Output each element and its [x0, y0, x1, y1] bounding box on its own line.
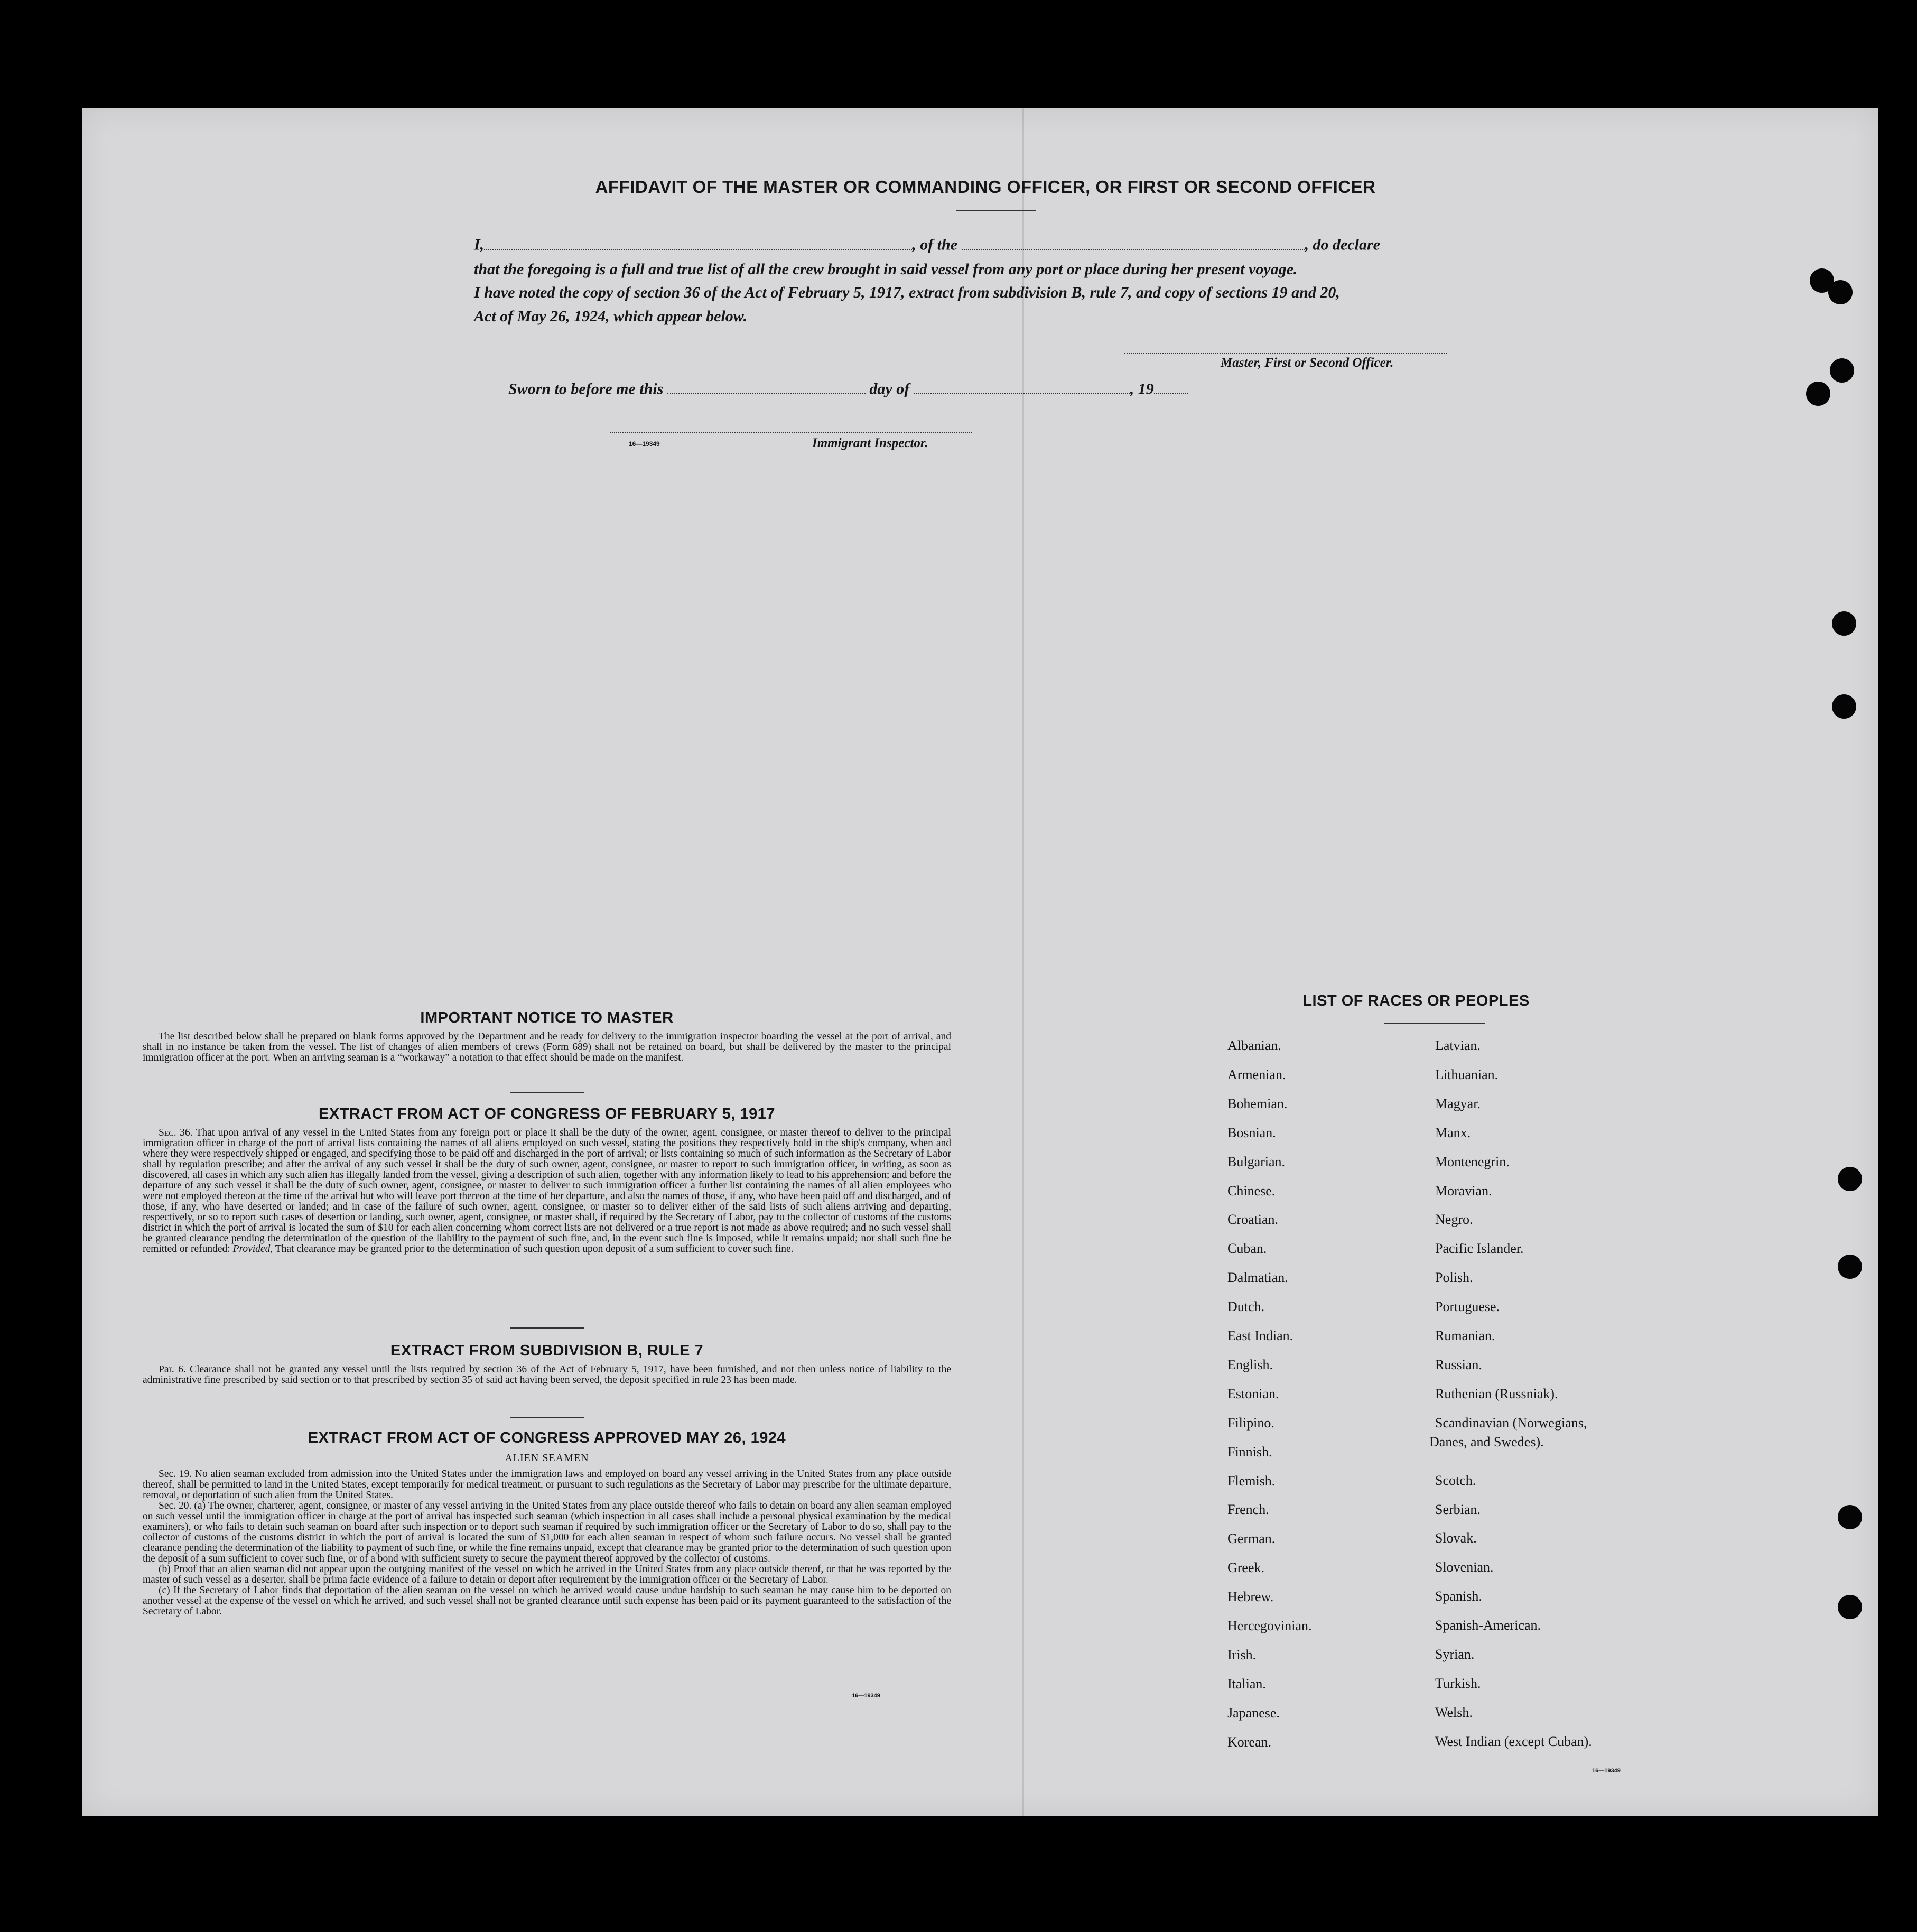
- race-item: Turkish.: [1435, 1675, 1481, 1691]
- extract-1924-title: EXTRACT FROM ACT OF CONGRESS APPROVED MAY 26, 1924: [308, 1429, 786, 1446]
- sec-20a-paragraph: Sec. 20. (a) The owner, charterer, agent, consignee, or master of any vessel arriving in the United States from any place outside thereof who fails to detain on board any alien seaman employed on such vessel until the immigration officer in charge at the port of arrival has inspected such seaman (which inspection in all cases shall include a personal physical examination by the medical examiners), or who fails to detain such seaman on board after such inspection or to deport such seaman if required by such immigration officer or the Secretary of Labor to do so, shall pay to the collector of customs of the customs district in which the port of arrival is located the sum of $1,000 for each alien seaman in respect of whom such failure occurs. No vessel shall be granted clearance pending the determination of the liability to payment of such fine, or while the fine remains unpaid, except that clearance may be granted prior to the determination of such question upon the deposit of a sum sufficient to cover such fine, or of a bond with sufficient surety to secure the payment thereof approved by the collector of customs.: [143, 1500, 951, 1564]
- race-item: Albanian.: [1227, 1038, 1281, 1053]
- day-of-label: day of: [869, 380, 910, 398]
- sec-20b-paragraph: (b) Proof that an alien seaman did not appear upon the outgoing manifest of the vessel on which he arrived in the United States from any place outside thereof, or that he was reported by the master of such vessel as a deserter, shall be prima facie evidence of a failure to detain or deport after requirement by the immigration officer or the Secretary of Labor.: [143, 1564, 951, 1585]
- race-item: Finnish.: [1227, 1444, 1272, 1460]
- race-item: Filipino.: [1227, 1415, 1274, 1431]
- race-item: English.: [1227, 1357, 1273, 1372]
- punch-hole: [1832, 611, 1856, 636]
- sec-36-body: That upon arrival of any vessel in the United States from any foreign port or place it shall be the duty of the owner, agent, consignee, or master thereof to deliver to the principal immigration officer in charge of the port of arrival lists containing the names of all aliens employed on such vessel, stating the positions they respectively hold in the ship's company, when and where they were respectively shipped or engaged, and specifying those to be paid off and discharged in the port of arrival; or lists containing so much of such information as the Secretary of Labor shall by regulation prescribe; and after the arrival of any such vessel it shall be the duty of such owner, agent, consignee, or master to report to such immigration officer, in writing, as soon as discovered, all cases in which any such alien has illegally landed from the vessel, giving a description of such alien, together with any information likely to lead to his apprehension; and before the departure of any such vessel it shall be the duty of such owner, agent, consignee, or master to deliver to such immigration officer a further list containing the names of all alien employees who were not employed thereon at the time of the arrival but who will leave port thereon at the time of her departure, and also the names of those, if any, who have been paid off and discharged, and of those, if any, who have deserted or landed; and in case of the failure of such owner, agent, consignee, or master so to deliver either of the said lists of such aliens arriving and departing, respectively, or so to report such cases of desertion or landing, such owner, agent, consignee, or master shall, if required by the Secretary of Labor, pay to the collector of customs of the customs district in which the port of arrival is located the sum of $10 for each alien concerning whom correct lists are not delivered or a true report is not made as above required; and no such vessel shall be granted clearance pending the determination of the question of the liability to the payment of such fine, and, in the event such fine is imposed, while it remains unpaid; nor shall such fine be remitted or refunded:: [143, 1127, 951, 1255]
- inspector-signature-line[interactable]: [610, 432, 972, 433]
- race-item: Syrian.: [1435, 1647, 1475, 1662]
- notice-paragraph: The list described below shall be prepared on blank forms approved by the Department and be ready for delivery to the immigration inspector boarding the vessel at the port of arrival, and shall in no instance be taken from the vessel. The list of changes of alien members of crews (Form 689) shall not be retained on board, but shall be delivered by the master to the principal immigration officer at the port. When an arriving seaman is a “workaway” a notation to that effect should be made on the manifest.: [143, 1031, 951, 1063]
- master-signature-line[interactable]: [1124, 353, 1447, 354]
- race-item: Latvian.: [1435, 1038, 1481, 1053]
- race-item: Chinese.: [1227, 1183, 1276, 1199]
- race-item: Hebrew.: [1227, 1589, 1274, 1605]
- race-item: East Indian.: [1227, 1328, 1293, 1343]
- sec-20c-paragraph: (c) If the Secretary of Labor finds that deportation of the alien seaman on the vessel on which he arrived would cause undue hardship to such seaman he may cause him to be deported on another vessel at the expense of the vessel on which he arrived, and such vessel shall not be granted clearance until such expense has been paid or its payment guaranteed to the satisfaction of the Secretary of Labor.: [143, 1585, 951, 1617]
- extract-1917-text: [143, 1128, 951, 1255]
- affidavit-line-1: [474, 235, 1467, 254]
- race-item: Slovenian.: [1435, 1559, 1494, 1575]
- race-item: Danes, and Swedes).: [1429, 1434, 1544, 1450]
- notice-title: IMPORTANT NOTICE TO MASTER: [420, 1009, 674, 1026]
- alien-seamen-subtitle: ALIEN SEAMEN: [505, 1452, 589, 1464]
- race-item: Scotch.: [1435, 1472, 1476, 1488]
- race-item: Flemish.: [1227, 1473, 1276, 1489]
- races-form-number: 16—19349: [1592, 1768, 1621, 1774]
- affidavit-line-2: that the foregoing is a full and true list of all the crew brought in said vessel from any port or place during her present voyage.: [474, 261, 1298, 278]
- provided-label: Provided,: [232, 1243, 273, 1255]
- race-item: Welsh.: [1435, 1704, 1473, 1720]
- race-item: Serbian.: [1435, 1501, 1481, 1517]
- form-number: 16—19349: [852, 1693, 880, 1699]
- do-declare-label: , do declare: [1305, 236, 1380, 254]
- race-item: Negro.: [1435, 1212, 1473, 1228]
- race-item: Cuban.: [1227, 1241, 1267, 1257]
- race-item: Scandinavian (Norwegians,: [1435, 1415, 1587, 1431]
- affidavit-title: AFFIDAVIT OF THE MASTER OR COMMANDING OFFICER, OR FIRST OR SECOND OFFICER: [595, 177, 1376, 197]
- page-fold: [1022, 108, 1024, 1816]
- races-title: LIST OF RACES OR PEOPLES: [1302, 992, 1530, 1009]
- race-item: Hercegovinian.: [1227, 1618, 1312, 1633]
- extract-rule7-text: [143, 1364, 951, 1386]
- sworn-month-field[interactable]: [914, 379, 1130, 394]
- extract-1924-text: [143, 1469, 951, 1617]
- i-label: I,: [474, 236, 485, 254]
- punch-hole: [1838, 1255, 1862, 1279]
- race-item: West Indian (except Cuban).: [1435, 1733, 1592, 1749]
- sec-36-paragraph: [143, 1128, 951, 1255]
- race-item: Bulgarian.: [1227, 1154, 1286, 1169]
- year-label: , 19: [1130, 380, 1154, 398]
- punch-hole: [1832, 694, 1856, 719]
- title-rule: [956, 210, 1036, 211]
- affidavit-line-3: I have noted the copy of section 36 of the Act of February 5, 1917, extract from subdivision B, rule 7, and copy of sections 19 and 20,: [474, 284, 1340, 301]
- race-item: German.: [1227, 1531, 1276, 1547]
- race-item: Manx.: [1435, 1125, 1471, 1140]
- race-item: Magyar.: [1435, 1095, 1481, 1111]
- affidavit-line-4: Act of May 26, 1924, which appear below.: [474, 308, 748, 325]
- race-item: Japanese.: [1227, 1705, 1280, 1721]
- vessel-field[interactable]: [962, 235, 1305, 250]
- race-item: Bosnian.: [1227, 1125, 1276, 1140]
- section-rule: [510, 1092, 584, 1093]
- punch-hole: [1830, 358, 1854, 383]
- race-item: Irish.: [1227, 1647, 1257, 1662]
- race-item: Korean.: [1227, 1734, 1272, 1750]
- sworn-day-field[interactable]: [667, 379, 866, 394]
- race-item: Russian.: [1435, 1357, 1482, 1372]
- punch-hole: [1838, 1167, 1862, 1191]
- sworn-year-field[interactable]: [1154, 379, 1188, 394]
- race-item: Bohemian.: [1227, 1095, 1288, 1111]
- punch-hole: [1838, 1505, 1862, 1529]
- extract-1917-title: EXTRACT FROM ACT OF CONGRESS OF FEBRUARY 5, 1917: [318, 1106, 776, 1122]
- sworn-label: Sworn to before me this: [508, 380, 664, 398]
- par-6-paragraph: Par. 6. Clearance shall not be granted any vessel until the lists required by section 36 of the Act of February 5, 1917, have been furnished, and not then unless notice of liability to the administrative fine prescribed by said section or to that prescribed by section 35 of said act having been served, the deposit specified in rule 23 has been made.: [143, 1364, 951, 1386]
- sec-19-paragraph: Sec. 19. No alien seaman excluded from admission into the United States under the immigration laws and employed on board any vessel arriving in the United States from any place outside thereof, shall be permitted to land in the United States, except temporarily for medical treatment, or pursuant to such regulations as the Secretary of Labor may prescribe for the ultimate departure, removal, or deportation of such alien from the United States.: [143, 1469, 951, 1501]
- notice-text: [143, 1032, 951, 1063]
- sworn-line: [508, 379, 1248, 398]
- punch-hole: [1806, 382, 1830, 406]
- race-item: Estonian.: [1227, 1386, 1279, 1401]
- race-item: Polish.: [1435, 1270, 1473, 1286]
- race-item: Spanish.: [1435, 1589, 1482, 1604]
- sec-36-end: That clearance may be granted prior to the determination of such question upon deposit of a sum sufficient to cover such fine.: [275, 1243, 794, 1255]
- race-item: Spanish-American.: [1435, 1618, 1541, 1633]
- race-item: Rumanian.: [1435, 1328, 1495, 1343]
- race-item: Dutch.: [1227, 1299, 1265, 1315]
- master-signature-label: Master, First or Second Officer.: [1221, 356, 1394, 370]
- race-item: Portuguese.: [1435, 1299, 1500, 1315]
- race-item: Slovak.: [1435, 1530, 1477, 1546]
- punch-hole: [1838, 1595, 1862, 1619]
- sec-36-label: Sec. 36.: [159, 1127, 193, 1138]
- race-item: Croatian.: [1227, 1212, 1279, 1228]
- section-rule: [510, 1417, 584, 1418]
- of-the-label: , of the: [912, 236, 958, 254]
- race-item: Montenegrin.: [1435, 1154, 1510, 1169]
- section-rule: [510, 1327, 584, 1329]
- race-item: Pacific Islander.: [1435, 1241, 1524, 1257]
- extract-rule7-title: EXTRACT FROM SUBDIVISION B, RULE 7: [390, 1342, 704, 1359]
- name-field[interactable]: [484, 235, 912, 250]
- race-item: Lithuanian.: [1435, 1066, 1499, 1082]
- race-item: Italian.: [1227, 1676, 1266, 1692]
- form-number: 16—19349: [629, 440, 660, 448]
- races-rule: [1384, 1023, 1485, 1024]
- punch-hole: [1828, 280, 1853, 304]
- race-item: Armenian.: [1227, 1066, 1286, 1082]
- race-item: Dalmatian.: [1227, 1270, 1288, 1286]
- race-item: French.: [1227, 1502, 1269, 1518]
- race-item: Moravian.: [1435, 1183, 1492, 1199]
- inspector-label: Immigrant Inspector.: [812, 436, 928, 450]
- race-item: Greek.: [1227, 1560, 1265, 1576]
- race-item: Ruthenian (Russniak).: [1435, 1386, 1558, 1401]
